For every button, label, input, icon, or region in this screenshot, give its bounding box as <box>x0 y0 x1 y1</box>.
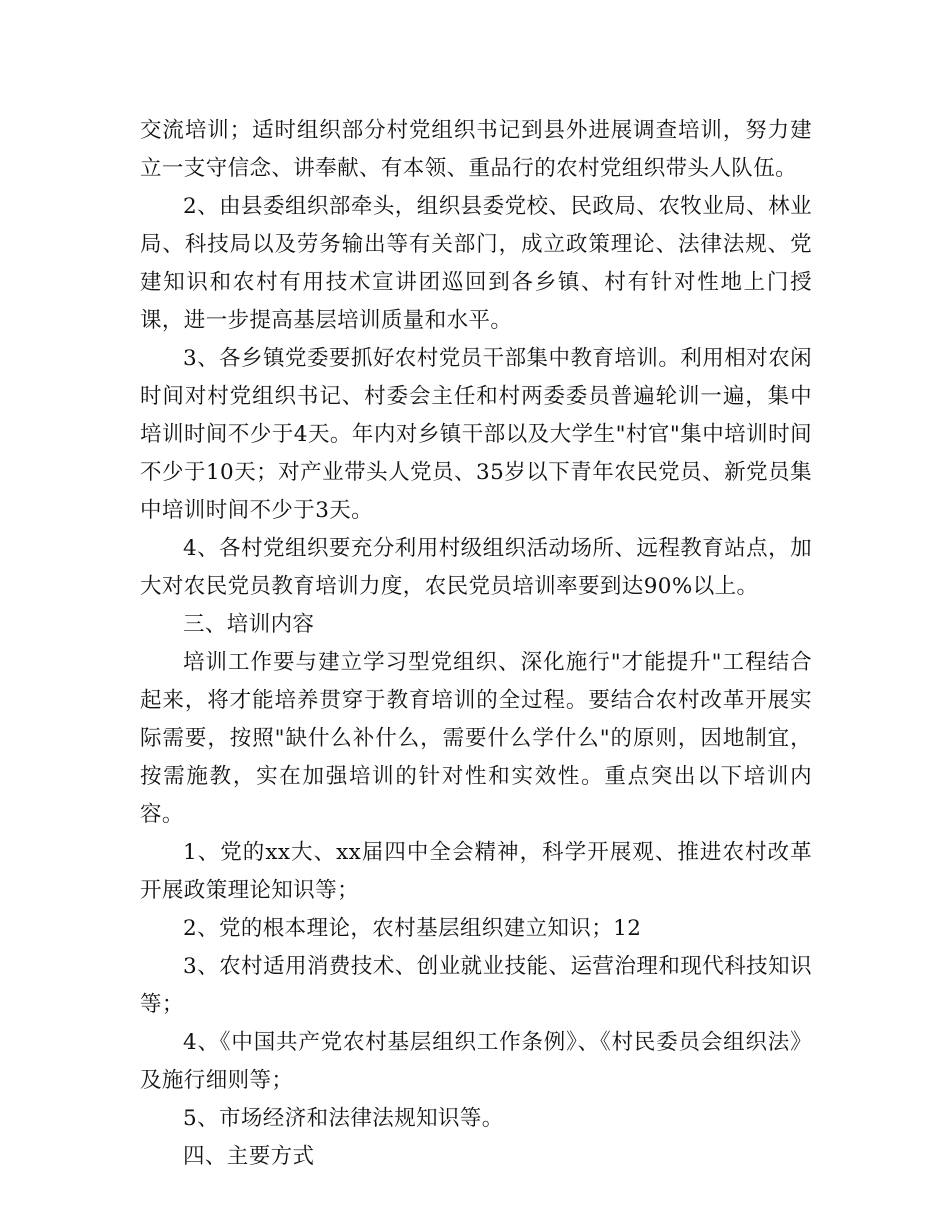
paragraph-training-intro: 培训工作要与建立学习型党组织、深化施行"才能提升"工程结合起来，将才能培养贯穿于教育培训的全过程。要结合农村改革开展实际需要，按照"缺什么补什么，需要什么学什么"的原则，因地制宜，按需施教，实在加强培训的针对性和实效性。重点突出以下培训内容。 <box>140 650 812 827</box>
content-item-3: 3、农村适用消费技术、创业就业技能、运营治理和现代科技知识等； <box>140 954 812 1017</box>
content-item-2: 2、党的根本理论，农村基层组织建立知识；12 <box>183 916 642 941</box>
paragraph-item-3: 3、各乡镇党委要抓好农村党员干部集中教育培训。利用相对农闲时间对村党组织书记、村委会主任和村两委委员普遍轮训一遍，集中培训时间不少于4天。年内对乡镇干部以及大学生"村官"集中培训时间不少于10天；对产业带头人党员、35岁以下青年农民党员、新党员集中培训时间不少于3天。 <box>140 346 812 523</box>
content-item-4: 4、《中国共产党农村基层组织工作条例》、《村民委员会组织法》及施行细则等； <box>140 1030 812 1093</box>
content-item-1: 1、党的xx大、xx届四中全会精神，科学开展观、推进农村改革开展政策理论知识等； <box>140 840 812 903</box>
section-heading-training-content: 三、培训内容 <box>183 612 315 637</box>
paragraph-item-4: 4、各村党组织要充分利用村级组织活动场所、远程教育站点，加大对农民党员教育培训力度，农民党员培训率要到达90%以上。 <box>140 536 812 599</box>
paragraph-item-2: 2、由县委组织部牵头，组织县委党校、民政局、农牧业局、林业局、科技局以及劳务输出等有关部门，成立政策理论、法律法规、党建知识和农村有用技术宣讲团巡回到各乡镇、村有针对性地上门授课，进一步提高基层培训质量和水平。 <box>140 194 812 333</box>
section-heading-main-methods: 四、主要方式 <box>183 1144 315 1169</box>
content-item-5: 5、市场经济和法律法规知识等。 <box>183 1106 504 1131</box>
document-body <box>140 112 812 1176</box>
paragraph-continuation: 交流培训；适时组织部分村党组织书记到县外进展调查培训，努力建立一支守信念、讲奉献、有本领、重品行的农村党组织带头人队伍。 <box>140 118 812 181</box>
